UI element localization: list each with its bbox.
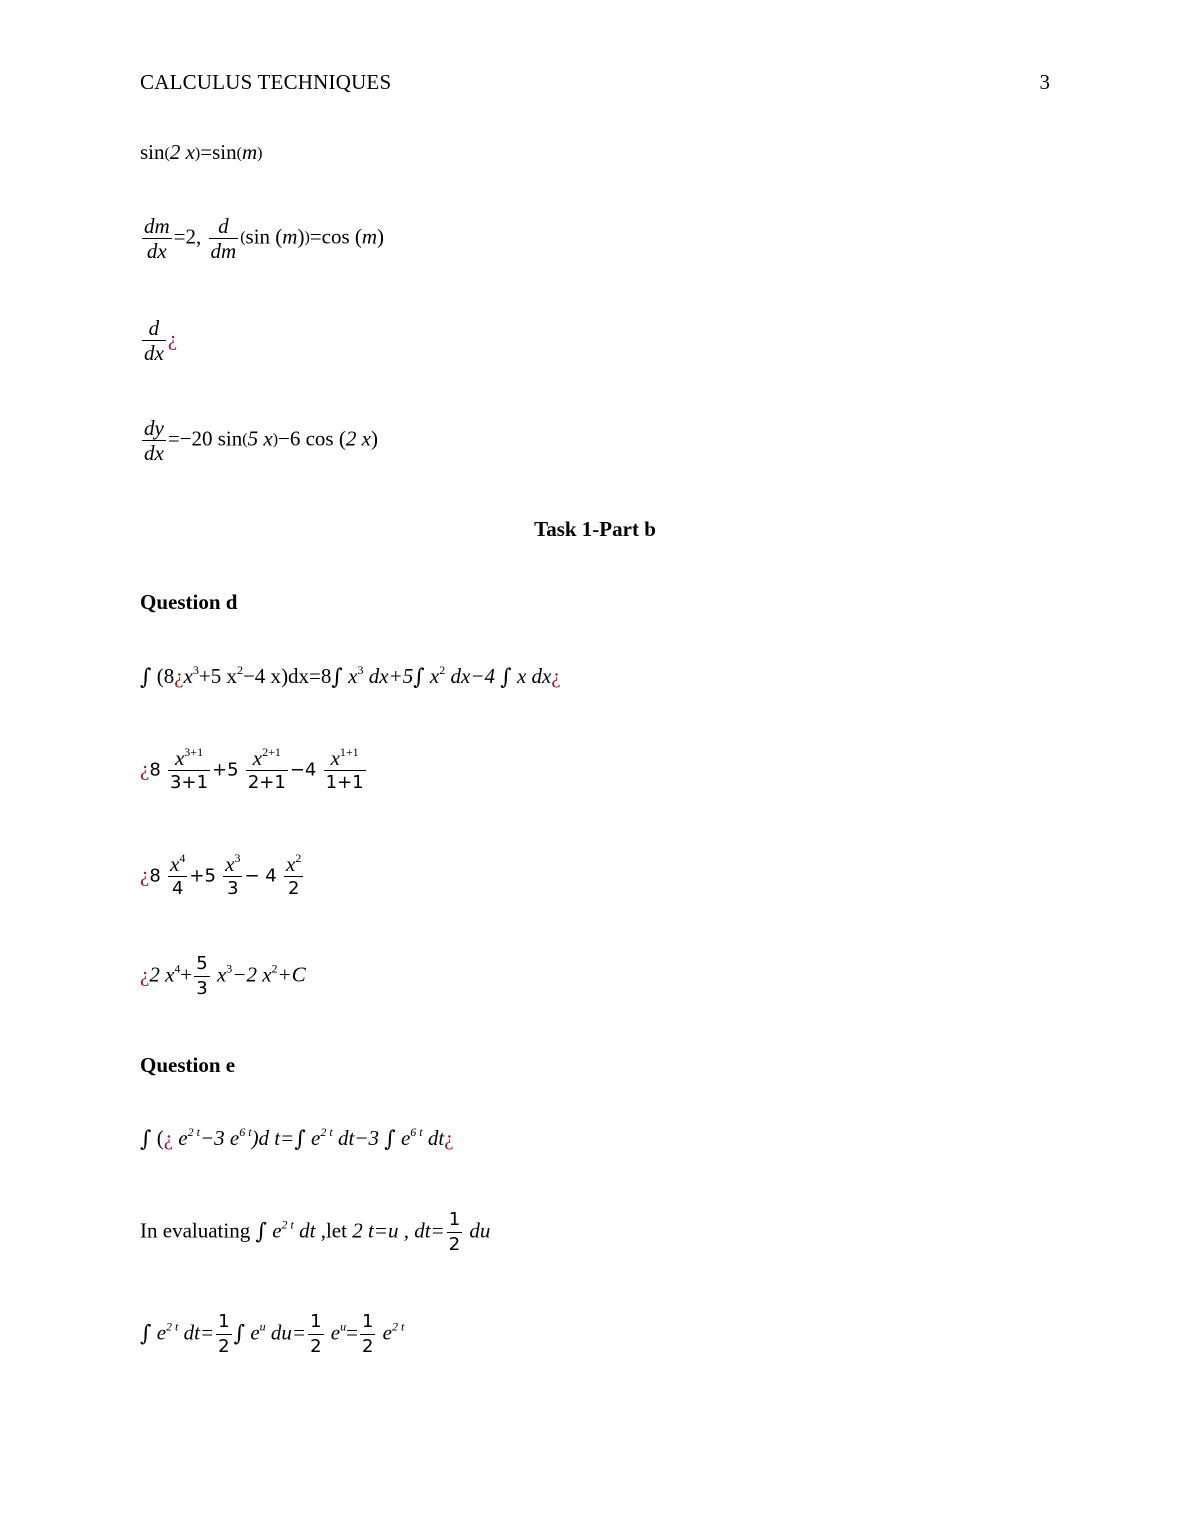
- question-e-substitution-text: In evaluating ∫ $e^{2 t}$ dt ,let 2 t=u , dt= $\frac{1}{2}$ du: [140, 1209, 491, 1255]
- equation-sin-substitution: sin(2 x)=sin(m): [140, 140, 263, 164]
- equation-derivative-operator: [140, 316, 177, 365]
- running-head: CALCULUS TECHNIQUES: [140, 70, 392, 94]
- question-d-integral-split: ∫ ($8¿x^3+5$ $x^2-4$ x)dx=8∫ $x^3$ dx+5∫ $x^2$ dx−4 ∫ x dx¿: [140, 663, 561, 690]
- fraction: $\frac{x^2}{2}$: [286, 851, 302, 899]
- render-error-mark: ¿: [444, 1126, 454, 1150]
- question-e-substitution-result: ∫ $e^{2 t}$ dt= $\frac{1}{2}$ ∫ $e^u$ du= $\frac{1}{2}$ $e^u=$ $\frac{1}{2}$ $e^{2 t}$: [140, 1311, 405, 1357]
- render-error-mark: ¿: [140, 862, 150, 887]
- render-error-mark: ¿: [551, 664, 561, 688]
- page-number: 3: [1039, 70, 1050, 94]
- task-heading: Task 1-Part b: [534, 517, 656, 541]
- render-error-mark: ¿: [140, 962, 150, 987]
- fraction: $\frac{d}{dm}$: [210, 214, 237, 263]
- render-error-mark: ¿: [167, 326, 178, 351]
- render-error-mark: ¿: [140, 756, 150, 781]
- question-d-power-rule: ¿8 $\frac{x^{3+1}}{3+1}$ +5 $\frac{x^{2+1}}{2+1}$ −4 $\frac{x^{1+1}}{1+1}$: [140, 745, 364, 793]
- question-d-heading: Question d: [140, 590, 238, 614]
- question-e-integral-split: ∫ (¿ $e^{2 t}-3$ $e^{6 t})d$ t=∫ $e^{2 t}$ dt−3 ∫ $e^{6 t}$ dt¿: [140, 1125, 454, 1152]
- fraction: $\frac{x^{2+1}}{2+1}$: [247, 745, 286, 793]
- equation-chain-rule-derivatives: $\frac{dm}{dx}$ =2, $\frac{d}{dm}$ (sin (m))=cos (m): [144, 214, 385, 263]
- fraction: $\frac{1}{2}$: [218, 1311, 230, 1357]
- fraction: $\frac{1}{2}$: [361, 1311, 374, 1357]
- fraction: $\frac{1}{2}$: [448, 1209, 461, 1255]
- fraction: $\frac{dy}{dx}$: [144, 416, 164, 465]
- fraction: $\frac{x^4}{4}$: [170, 851, 186, 899]
- question-d-simplified: ¿8 $\frac{x^4}{4}$ +5 $\frac{x^3}{3}$ − 4 $\frac{x^2}{2}$: [140, 851, 302, 899]
- fraction: $\frac{dm}{dx}$: [144, 214, 170, 263]
- fraction: $\frac{x^{3+1}}{3+1}$: [170, 745, 209, 793]
- render-error-mark: ¿: [174, 664, 184, 688]
- fraction: $\frac{5}{3}$: [196, 953, 208, 999]
- fraction: $\frac{1}{2}$: [310, 1311, 322, 1357]
- question-d-final-answer: ¿2 $x^4+$ $\frac{5}{3}$ $x^3-2$ $x^2+C$: [140, 953, 306, 999]
- render-error-mark: ¿: [163, 1126, 174, 1150]
- equation-dy-dx-result: $\frac{dy}{dx}$ =−20 sin(5 x)−6 cos (2 x): [144, 416, 378, 465]
- fraction: $\frac{x^{1+1}}{1+1}$: [325, 745, 364, 793]
- question-e-heading: Question e: [140, 1053, 236, 1077]
- fraction: $\frac{x^3}{3}$: [225, 851, 241, 899]
- fraction: $\frac{d}{dx}$: [144, 316, 164, 365]
